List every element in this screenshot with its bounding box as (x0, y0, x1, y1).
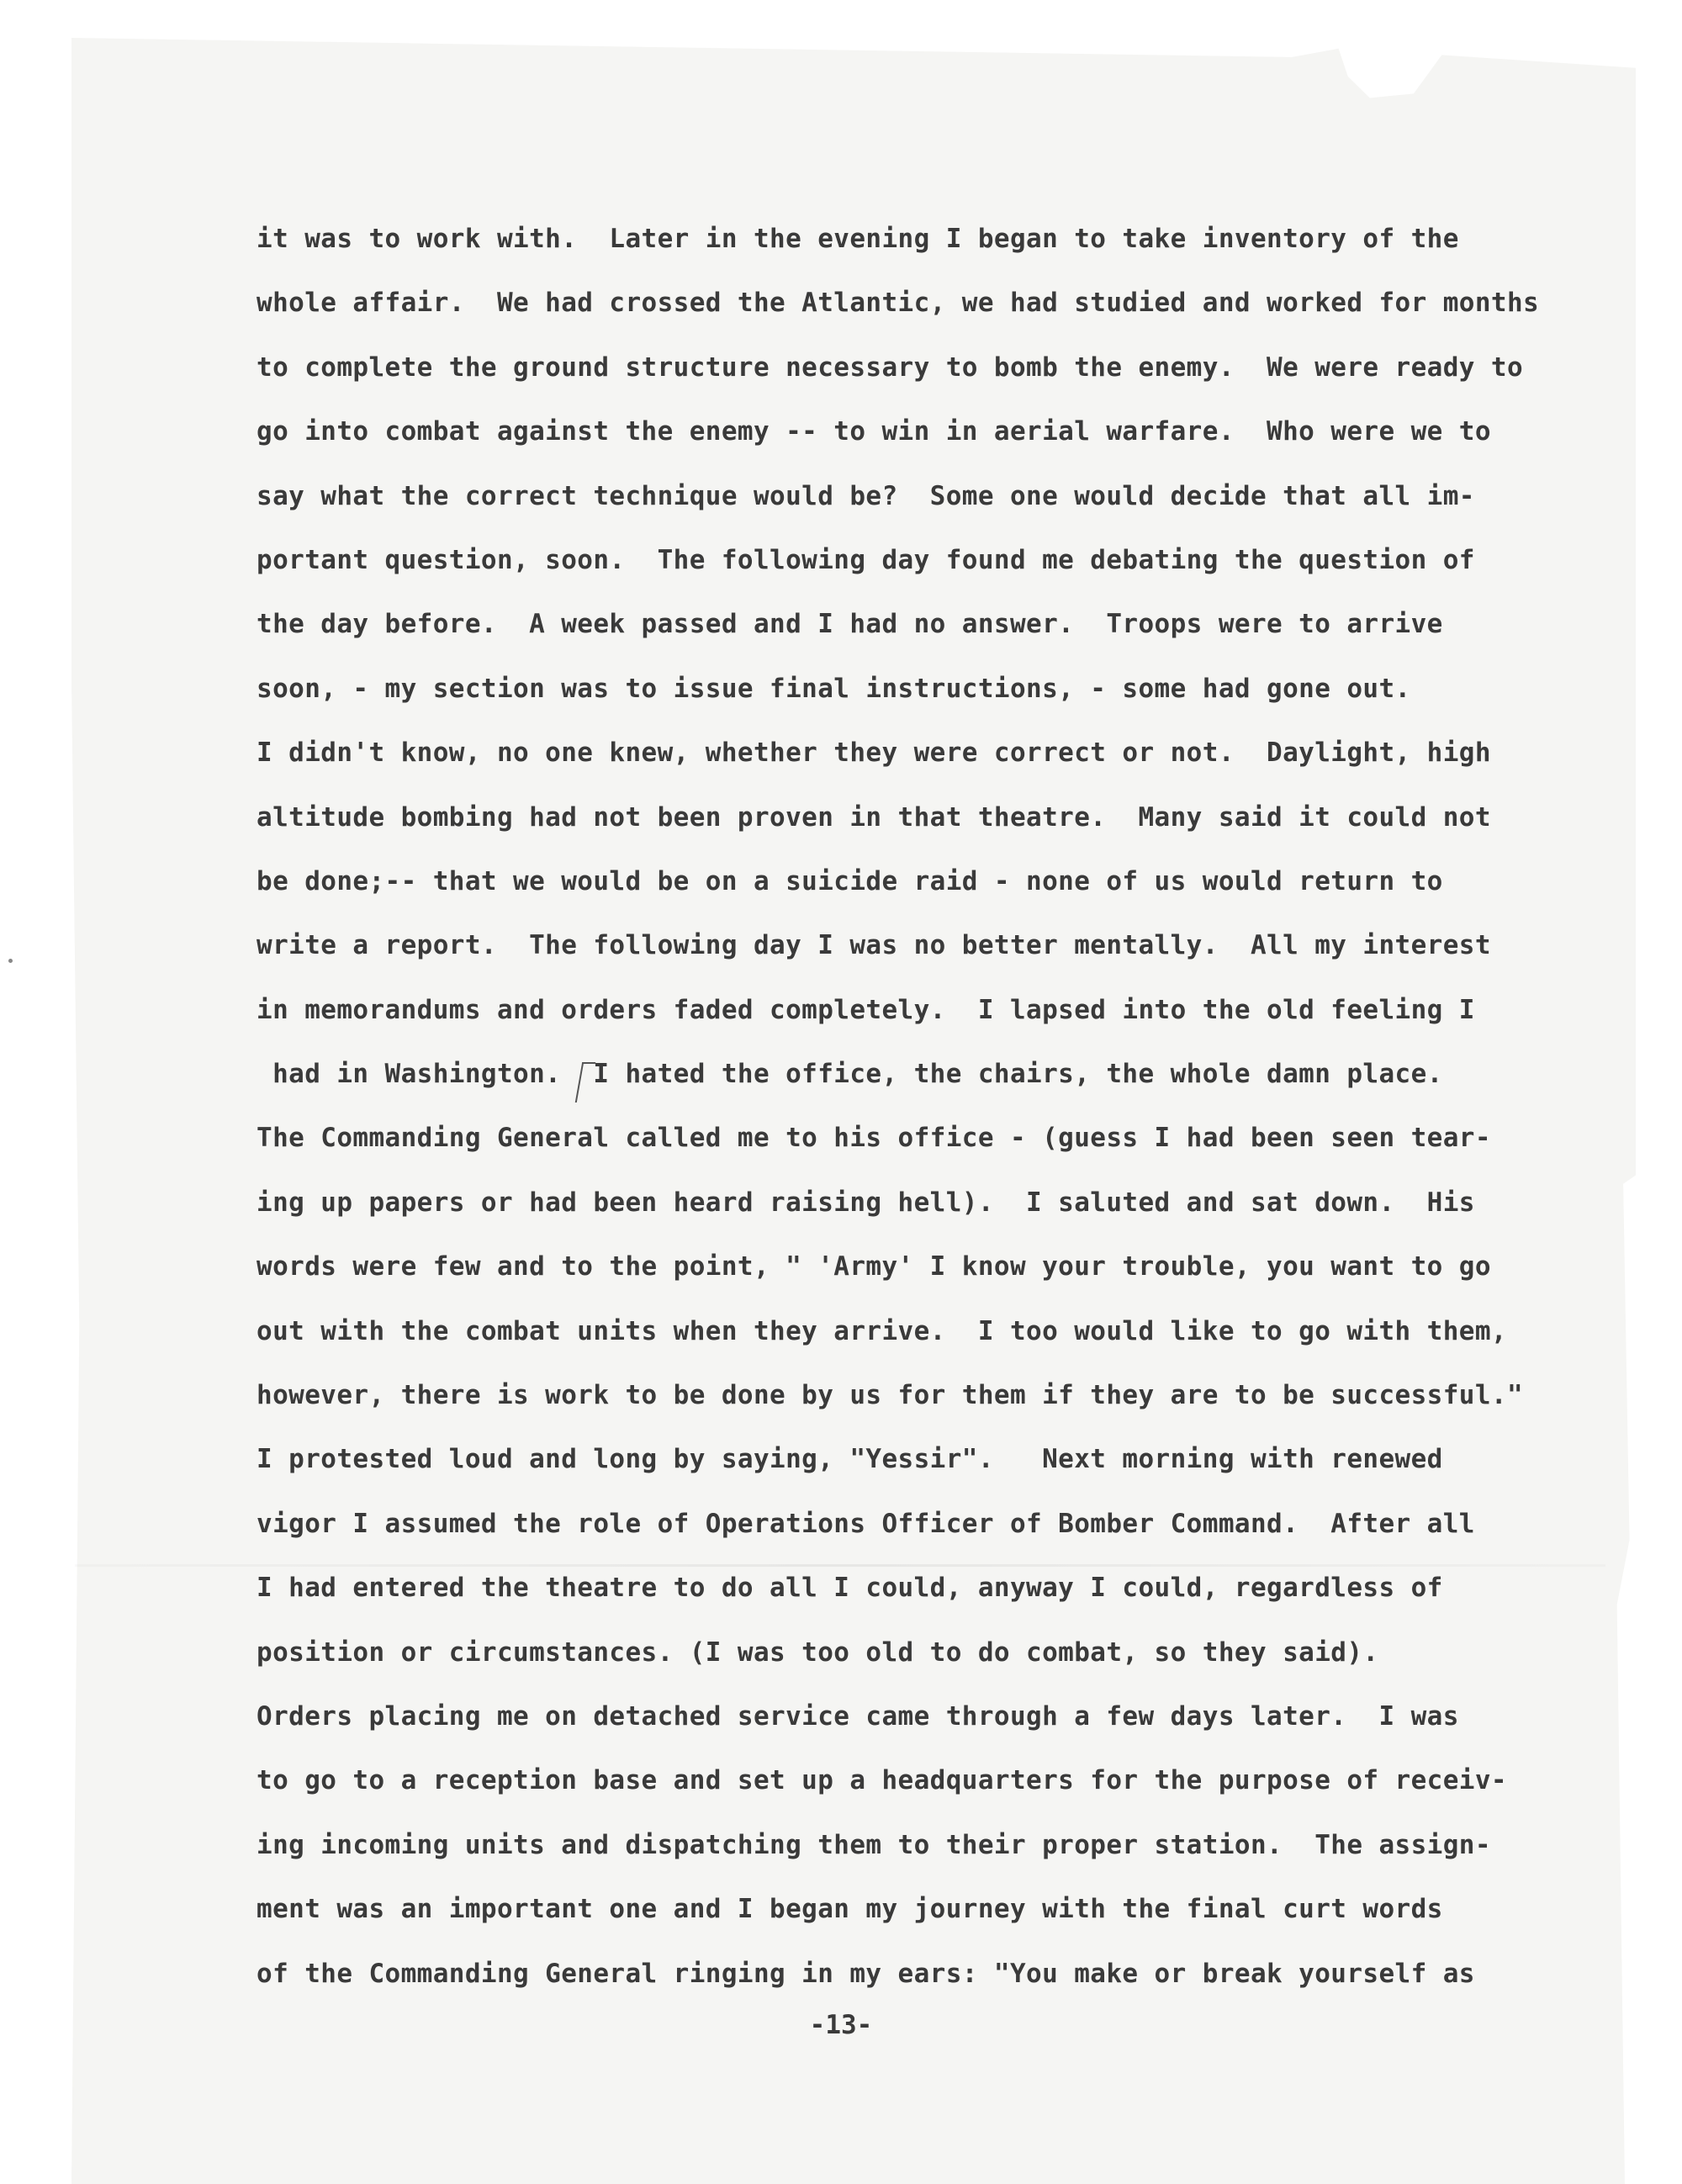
text-line: position or circumstances. (I was too old to do combat, so they said). (257, 1637, 1379, 1668)
text-line: to go to a reception base and set up a headquarters for the purpose of receiv- (257, 1765, 1507, 1796)
text-line: soon, - my section was to issue final instructions, - some had gone out. (257, 673, 1411, 704)
text-line: the day before. A week passed and I had no answer. Troops were to arrive (257, 609, 1443, 640)
typewritten-text (257, 207, 1594, 2006)
text-line: write a report. The following day I was no better mentally. All my interest (257, 930, 1491, 961)
text-line: of the Commanding General ringing in my ears: "You make or break yourself as (257, 1958, 1475, 1989)
text-line: go into combat against the enemy -- to win in aerial warfare. Who were we to (257, 416, 1491, 447)
text-line: out with the combat units when they arrive. I too would like to go with them, (257, 1315, 1507, 1346)
text-line: ing incoming units and dispatching them to their proper station. The assign- (257, 1829, 1491, 1860)
text-line: Orders placing me on detached service came through a few days later. I was (257, 1700, 1459, 1732)
text-line: be done;-- that we would be on a suicide raid - none of us would return to (257, 865, 1443, 896)
text-line: whole affair. We had crossed the Atlantic, we had studied and worked for months (257, 288, 1540, 319)
text-line: had in Washington. I hated the office, the chairs, the whole damn place. (257, 1059, 1443, 1090)
text-line: however, there is work to be done by us for them if they are to be successful." (257, 1380, 1524, 1411)
text-line: to complete the ground structure necessary to bomb the enemy. We were ready to (257, 352, 1524, 383)
margin-speck (8, 959, 13, 963)
text-line: ing up papers or had been heard raising hell). I saluted and sat down. His (257, 1187, 1475, 1218)
text-line: I protested loud and long by saying, "Yessir". Next morning with renewed (257, 1444, 1443, 1475)
text-line: in memorandums and orders faded completely. I lapsed into the old feeling I (257, 994, 1475, 1025)
text-line: altitude bombing had not been proven in that theatre. Many said it could not (257, 801, 1491, 833)
text-line: words were few and to the point, " 'Army' I know your trouble, you want to go (257, 1251, 1491, 1282)
text-line: vigor I assumed the role of Operations Officer of Bomber Command. After all (257, 1508, 1475, 1539)
text-line: portant question, soon. The following day found me debating the question of (257, 544, 1475, 575)
text-line: I had entered the theatre to do all I could, anyway I could, regardless of (257, 1573, 1443, 1604)
text-line: I didn't know, no one knew, whether they were correct or not. Daylight, high (257, 738, 1491, 769)
text-line: The Commanding General called me to his office - (guess I had been seen tear- (257, 1123, 1491, 1154)
text-line: it was to work with. Later in the evening I began to take inventory of the (257, 224, 1459, 254)
text-line: say what the correct technique would be? Some one would decide that all im- (257, 480, 1475, 511)
page-number: -13- (809, 2010, 873, 2040)
text-line: ment was an important one and I began my journey with the final curt words (257, 1894, 1443, 1925)
